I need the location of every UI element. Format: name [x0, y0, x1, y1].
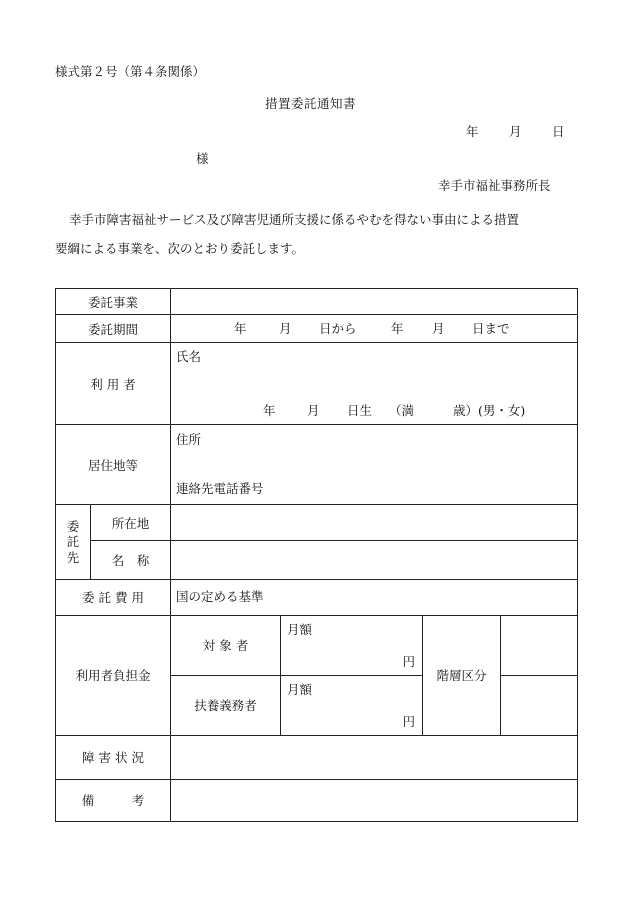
disability-value-cell[interactable]	[171, 735, 578, 779]
fee-label-cell	[56, 579, 171, 615]
addressee-suffix: 様	[196, 151, 209, 166]
period-start-month: 月	[279, 321, 292, 337]
form-number: 様式第２号（第４条関係）	[55, 64, 206, 79]
location-value-cell[interactable]	[171, 505, 578, 541]
user-label-cell	[56, 343, 171, 425]
tier-value-cell-2[interactable]	[501, 675, 578, 735]
period-end-day: 日まで	[472, 321, 510, 337]
subject-label-cell	[171, 615, 281, 675]
contractor-char-1: 委	[66, 518, 80, 534]
form-table	[55, 288, 578, 822]
period-end-month: 月	[432, 321, 445, 337]
disability-label: 障 害 状 況	[82, 750, 144, 766]
date-day-label: 日	[552, 124, 565, 139]
user-value-cell[interactable]	[171, 343, 578, 425]
residence-value-cell[interactable]	[171, 425, 578, 505]
subject-amount-cell[interactable]	[281, 615, 423, 675]
supporter-label-cell	[171, 675, 281, 735]
remarks-label-cell	[56, 779, 171, 821]
period-label: 委託期間	[88, 321, 139, 337]
remarks-value-cell[interactable]	[171, 779, 578, 821]
date-year-label: 年	[466, 124, 479, 139]
period-label-cell	[56, 315, 171, 343]
period-start-year: 年	[234, 321, 247, 337]
entity-name-value-cell[interactable]	[171, 541, 578, 579]
burden-label: 利用者負担金	[75, 668, 151, 684]
residence-label-cell	[56, 425, 171, 505]
age-gender: 歳）(男・女)	[453, 403, 526, 419]
document-title: 措置委託通知書	[265, 96, 357, 111]
subject-label: 対 象 者	[202, 638, 249, 654]
age-open: （満	[389, 403, 415, 419]
period-end-year: 年	[391, 321, 404, 337]
subject-yen: 円	[402, 653, 416, 669]
residence-label: 居住地等	[88, 457, 139, 473]
business-label: 委託事業	[88, 294, 139, 310]
birth-day: 日生	[347, 403, 373, 419]
supporter-yen: 円	[402, 713, 416, 729]
tier-label: 階層区分	[436, 668, 487, 684]
business-label-cell	[56, 289, 171, 315]
entity-name-label: 名 称	[111, 552, 150, 568]
fee-value-cell[interactable]	[171, 579, 578, 615]
location-label: 所在地	[111, 515, 150, 531]
remarks-label: 備 考	[81, 793, 145, 809]
body-text-line2: 要綱による事業を、次のとおり委託します。	[55, 241, 305, 256]
disability-label-cell	[56, 735, 171, 779]
location-label-cell	[91, 505, 171, 541]
phone-label: 連絡先電話番号	[176, 481, 264, 497]
fee-value: 国の定める基準	[176, 588, 264, 604]
body-text-line1: 幸手市障害福祉サービス及び障害児通所支援に係るやむを得ない事由による措置	[69, 212, 520, 227]
name-label: 氏名	[176, 349, 202, 365]
fee-label: 委 託 費 用	[82, 590, 144, 606]
business-value-cell[interactable]	[171, 289, 578, 315]
user-label: 利 用 者	[90, 376, 136, 392]
birth-year: 年	[263, 403, 276, 419]
birth-month: 月	[307, 403, 320, 419]
subject-monthly-label: 月額	[287, 621, 313, 637]
contractor-char-3: 先	[66, 549, 80, 565]
tier-label-cell	[423, 615, 501, 735]
supporter-amount-cell[interactable]	[281, 675, 423, 735]
period-start-day: 日から	[319, 321, 357, 337]
issuer: 幸手市福祉事務所長	[438, 178, 551, 193]
entity-name-label-cell	[91, 541, 171, 579]
burden-label-cell	[56, 615, 171, 735]
supporter-monthly-label: 月額	[287, 681, 313, 697]
date-month-label: 月	[509, 124, 522, 139]
period-value-cell[interactable]	[171, 315, 578, 343]
contractor-char-2: 託	[66, 534, 80, 550]
supporter-label: 扶養義務者	[194, 698, 257, 714]
contractor-label-cell	[56, 505, 91, 579]
tier-value-cell-1[interactable]	[501, 615, 578, 675]
address-label: 住所	[176, 432, 202, 448]
